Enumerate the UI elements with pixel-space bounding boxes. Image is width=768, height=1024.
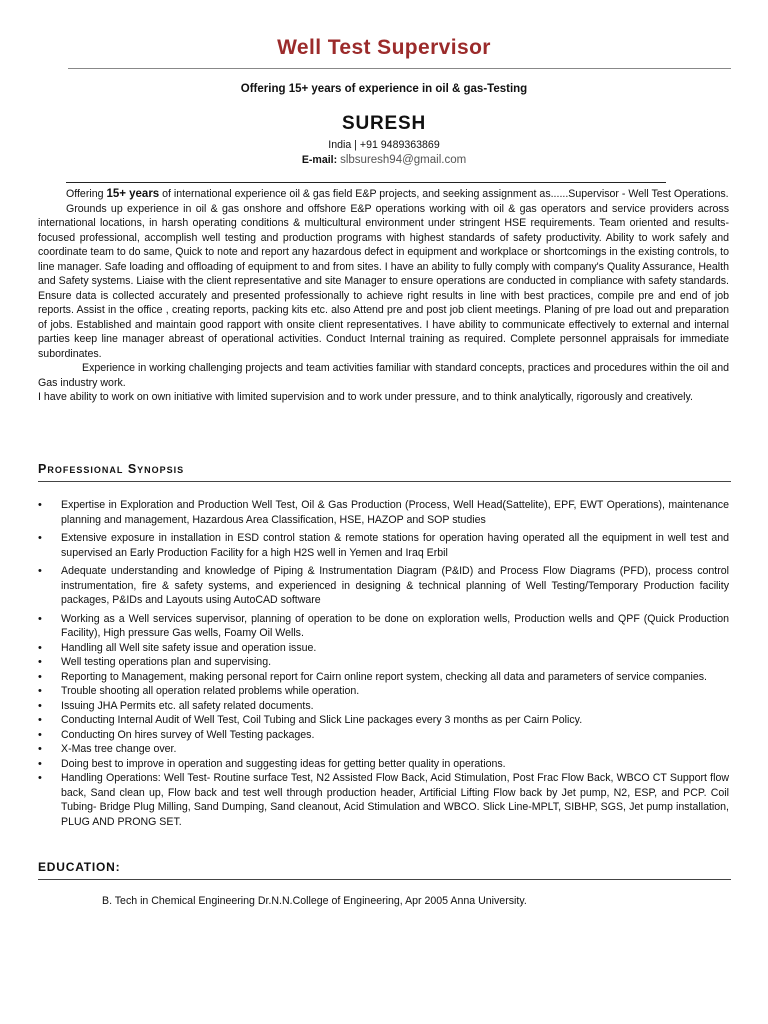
bullet-icon: •: [38, 641, 42, 654]
list-item-text: X-Mas tree change over.: [61, 743, 177, 755]
list-item-text: Doing best to improve in operation and suggesting ideas for getting better quality in operations.: [61, 757, 506, 770]
list-item-text: Conducting On hires survey of Well Testing packages.: [61, 728, 315, 741]
bullet-icon: •: [38, 612, 42, 625]
list-item-text: Expertise in Exploration and Production Well Test, Oil & Gas Production (Process, Well Head(Sattelite), EPF, EWT Operations), maintenance planning and management, Hazardous Area Classification, HSE, HAZOP and SOP studies: [61, 499, 729, 526]
tagline: Offering 15+ years of experience in oil & gas-Testing: [240, 83, 528, 95]
list-item: [38, 728, 729, 743]
title-divider: [68, 68, 731, 69]
synopsis-heading: Professional Synopsis: [38, 462, 185, 476]
list-item-text: Reporting to Management, making personal report for Cairn online report system, checking all data and parameters of service companies.: [61, 670, 707, 683]
list-item: [38, 612, 729, 641]
list-item: [38, 684, 729, 699]
bullet-icon: •: [38, 670, 42, 683]
list-item: [38, 699, 729, 714]
summary-paragraph: Grounds up experience in oil & gas onshore and offshore E&P operations working with oil & gas operators and service providers across international locations, in harsh operating conditions & multicultural environment under stringent HSE requirements. Team oriented and results-focused professional, accomplish well testing and production programs with highest standards of safety productivity. Ability to work safely and coordinate team to do same, Quick to note and report any hazardous defect in equipment and workplace or shortcomings in the existing controls, to line manager. Safe loading and offloading of equipment to and from sites. I have an ability to fully comply with company's Quality Assurance, Health and Safety systems. Liaise with the client representative and site Manager to ensure operations are conducted in compliance with safety standards. Ensure data is collected accurately and presented professionally to achieve right results in line with best practices, compile pre and end of job reports. Assist in the office , creating reports, packing kits etc. also Attend pre and post job client meetings. Planing of pre load out and preparation of jobs. Established and maintain good rapport with onsite client representatives. I have ability to communicate effectively to external and internal parties keep line manager abreast of operational activities. Conduct Internal training as required. Complete personnel appraisals for immediate subordinates.: [38, 202, 729, 360]
document-title: Well Test Supervisor: [277, 36, 491, 59]
list-item: [38, 641, 729, 656]
candidate-name: SURESH: [342, 113, 426, 134]
bullet-icon: •: [38, 685, 42, 697]
email-label: E-mail:: [301, 154, 338, 166]
list-item-text: Extensive exposure in installation in ESD control station & remote stations for operation having operated all the equipment in well test and supervised an Early Production Facility for a high H2S well in Yemen and Iraq Erbil: [61, 532, 729, 559]
years-highlight: 15+ years: [106, 188, 160, 200]
list-item: [38, 531, 729, 560]
bullet-icon: •: [38, 565, 42, 577]
education-entry: B. Tech in Chemical Engineering Dr.N.N.College of Engineering, Apr 2005 Anna University.: [102, 895, 527, 907]
list-item: [38, 713, 729, 728]
bullet-icon: •: [38, 499, 42, 511]
summary-paragraph: Experience in working challenging projects and team activities familiar with standard concepts, practices and procedures within the oil and Gas industry work.: [38, 362, 729, 389]
email-link[interactable]: slbsuresh94@gmail.com: [340, 154, 467, 166]
list-item: [38, 757, 729, 772]
list-item: [38, 771, 729, 829]
list-item-text: Handling Operations: Well Test- Routine surface Test, N2 Assisted Flow Back, Acid Stimulation, Post Frac Flow Back, WBCO CT Support flow back, Sand clean up, Flow back and test well through production header, Artificial Lifting Flow back by Jet pump, N2, ESP, and PCP. Coil Tubing- Bridge Plug Milling, Sand Dumping, Sand cleanout, Acid Stimulation and WBCO. Slick Line-MPLT, SIBHP, SGS, Jet pump installation, PLUG AND PRONG SET.: [61, 772, 729, 828]
list-item-text: Trouble shooting all operation related problems while operation.: [61, 685, 360, 697]
bullet-icon: •: [38, 532, 42, 544]
list-item: [38, 498, 729, 527]
bullet-icon: •: [38, 772, 42, 784]
summary-paragraph: [38, 187, 729, 202]
list-item-text: Conducting Internal Audit of Well Test, Coil Tubing and Slick Line packages every 3 months as per Cairn Policy.: [61, 714, 583, 726]
list-item: [38, 670, 729, 685]
email-line: [0, 154, 768, 166]
bullet-icon: •: [38, 757, 42, 770]
bullet-icon: •: [38, 728, 42, 741]
synopsis-divider: [38, 481, 731, 482]
bullet-icon: •: [38, 699, 42, 712]
list-item-text: Handling all Well site safety issue and operation issue.: [61, 641, 317, 654]
list-item-text: Issuing JHA Permits etc. all safety related documents.: [61, 699, 314, 712]
summary-section: [38, 187, 729, 405]
list-item-text: Working as a Well services supervisor, planning of operation to be done on exploration wells, Production wells and QPF (Quick Production Facility), High pressure Gas wells, Foamy Oil Wells.: [61, 612, 729, 639]
summary-text: Offering: [66, 188, 107, 200]
bullet-icon: •: [38, 743, 42, 755]
list-item-text: Well testing operations plan and supervising.: [61, 656, 272, 668]
header-divider: [66, 182, 666, 183]
location-phone: India | +91 9489363869: [328, 139, 440, 151]
list-item-text: Adequate understanding and knowledge of Piping & Instrumentation Diagram (P&ID) and Process Flow Diagrams (PFD), process control instrumentation, fire & safety systems, and experienced in designing & technical planning of Well Testing/Temporary Production facility packages, P&IDs and Layouts using AutoCAD software: [61, 565, 729, 606]
education-divider: [38, 879, 731, 880]
list-item: [38, 655, 729, 670]
bullet-icon: •: [38, 714, 42, 726]
synopsis-list: [38, 498, 729, 829]
summary-text: of international experience oil & gas field E&P projects, and seeking assignment as......Supervisor - Well Test Operations.: [159, 188, 729, 200]
list-item: [38, 564, 729, 608]
education-heading: EDUCATION:: [38, 860, 121, 874]
list-item: [38, 742, 729, 757]
bullet-icon: •: [38, 656, 42, 668]
summary-paragraph: I have ability to work on own initiative with limited supervision and to work under pressure, and to think analytically, rigorously and creatively.: [38, 391, 693, 403]
